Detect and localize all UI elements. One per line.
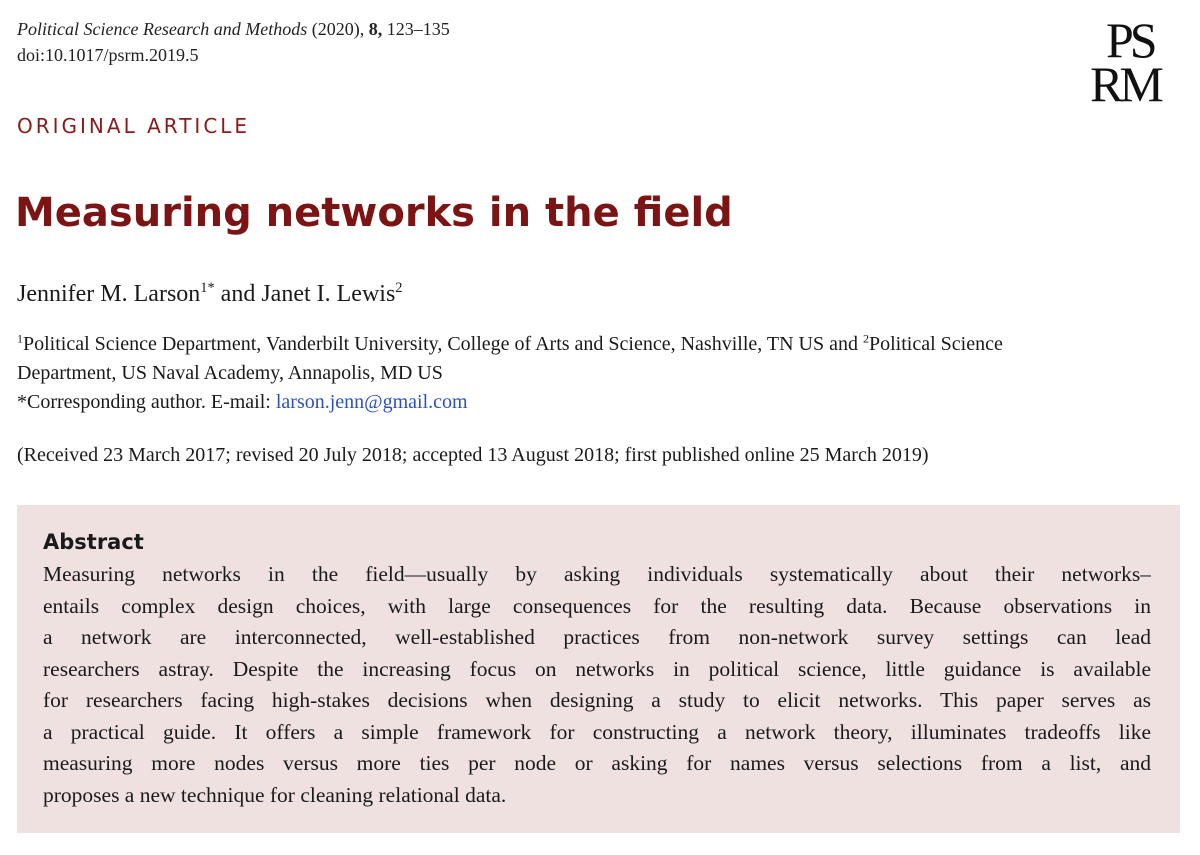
author-affiliation-marker: 2	[395, 280, 403, 296]
affiliation-marker: 2	[863, 331, 869, 346]
abstract-line: for researchers facing high-stakes decisions when designing a study to elicit networks. This paper serves as	[43, 688, 1151, 712]
logo-text-bottom: RM	[1090, 56, 1160, 112]
abstract-line: proposes a new technique for cleaning relational data.	[43, 782, 507, 807]
journal-pages: 123–135	[386, 19, 450, 39]
journal-year: (2020),	[311, 19, 365, 39]
publication-dates: (Received 23 March 2017; revised 20 July 2018; accepted 13 August 2018; first published online 25 March 2019)	[17, 444, 929, 466]
abstract-body	[43, 559, 1151, 811]
author-name[interactable]: Janet I. Lewis	[261, 281, 396, 307]
journal-name: Political Science Research and Methods	[17, 19, 308, 39]
affiliation-line: Department, US Naval Academy, Annapolis, MD US	[17, 362, 443, 384]
abstract-section	[17, 505, 1180, 833]
doi[interactable]: doi:10.1017/psrm.2019.5	[17, 45, 199, 65]
corresponding-label: *Corresponding author. E-mail:	[17, 391, 276, 413]
article-type: ORIGINAL ARTICLE	[17, 114, 251, 138]
author-affiliation-marker: 1*	[200, 280, 215, 296]
journal-citation	[17, 17, 450, 41]
affiliation-text: Political Science	[869, 333, 1003, 355]
affiliations	[17, 330, 1182, 417]
abstract-line: a practical guide. It offers a simple framework for constructing a network theory, illuminates tradeoffs like	[43, 719, 1151, 744]
affiliation-marker: 1	[17, 331, 23, 346]
journal-volume: 8,	[368, 19, 383, 39]
abstract-line: Measuring networks in the field—usually by asking individuals systematically about their networks–	[43, 562, 1151, 586]
corresponding-author	[17, 388, 1182, 417]
author-conjunction: and	[220, 281, 256, 307]
psrm-logo	[1080, 12, 1180, 115]
abstract-line: a network are interconnected, well-established practices from non-network survey settings can lead	[43, 625, 1151, 649]
abstract-line: researchers astray. Despite the increasing focus on networks in political science, little guidance is available	[43, 656, 1151, 681]
affiliation-line	[17, 330, 1182, 359]
logo-text-top: PS	[1106, 12, 1154, 68]
affiliation-text: Political Science Department, Vanderbilt University, College of Arts and Science, Nashville, TN US and	[23, 333, 863, 355]
author-list	[17, 278, 403, 310]
abstract-line: measuring more nodes versus more ties per node or asking for names versus selections from a list, and	[43, 751, 1151, 775]
article-title: Measuring networks in the field	[15, 190, 733, 236]
email-link[interactable]: larson.jenn@gmail.com	[275, 391, 468, 413]
author-name[interactable]: Jennifer M. Larson	[17, 281, 201, 307]
abstract-heading: Abstract	[43, 530, 144, 554]
abstract-line: entails complex design choices, with large consequences for the resulting data. Because observations in	[43, 593, 1151, 618]
